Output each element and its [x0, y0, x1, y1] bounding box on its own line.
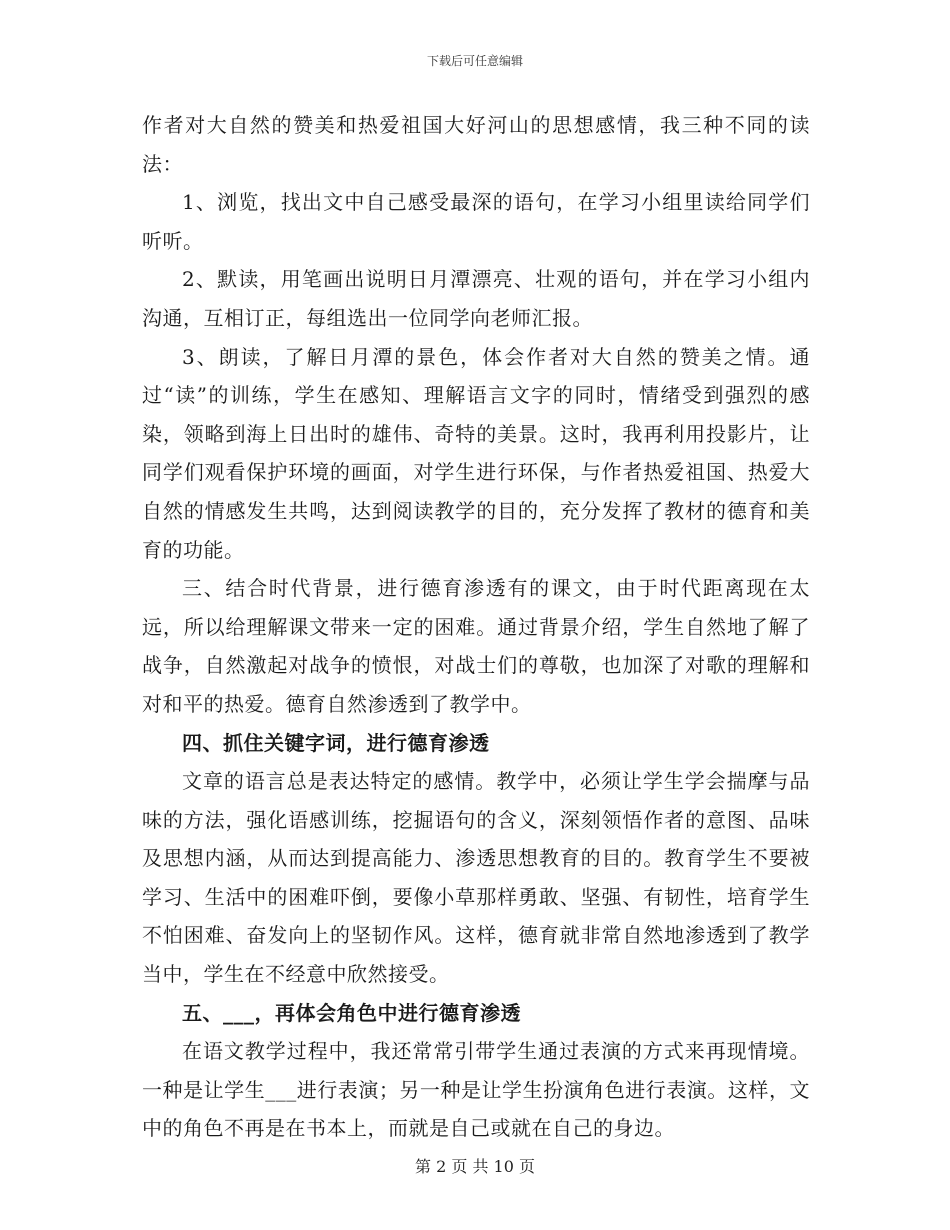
- paragraph-section-3: 三、结合时代背景，进行德育渗透有的课文，由于时代距离现在太远，所以给理解课文带来一定的困难。通过背景介绍，学生自然地了解了战争，自然激起对战争的愤恨，对战士们的尊敬，也加深了对歌的理解和对和平的热爱。德育自然渗透到了教学中。: [142, 576, 810, 716]
- paragraph-item-2: 2、默读，用笔画出说明日月潭漂亮、壮观的语句，并在学习小组内沟通，互相订正，每组选出一位同学向老师汇报。: [142, 267, 810, 330]
- paragraph-section-4-body: 文章的语言总是表达特定的感情。教学中，必须让学生学会揣摩与品味的方法，强化语感训练，挖掘语句的含义，深刻领悟作者的意图、品味及思想内涵，从而达到提高能力、渗透思想教育的目的。教育学生不要被学习、生活中的困难吓倒，要像小草那样勇敢、坚强、有韧性，培育学生不怕困难、奋发向上的坚韧作风。这样，德育就非常自然地渗透到了教学当中，学生在不经意中欣然接受。: [142, 769, 810, 987]
- document-body: [142, 106, 810, 1148]
- section-heading-5: 五、___，再体会角色中进行德育渗透: [182, 1000, 521, 1025]
- paragraph-item-3: 3、朗读，了解日月潭的景色，体会作者对大自然的赞美之情。通过“读”的训练，学生在感知、理解语言文字的同时，情绪受到强烈的感染，领略到海上日出时的雄伟、奇特的美景。这时，我再利用投影片，让同学们观看保护环境的画面，对学生进行环保，与作者热爱祖国、热爱大自然的情感发生共鸣，达到阅读教学的目的，充分发挥了教材的德育和美育的功能。: [142, 344, 810, 562]
- section-heading-4: 四、抓住关键字词，进行德育渗透: [182, 730, 490, 755]
- paragraph-section-5-body: 在语文教学过程中，我还常常引带学生通过表演的方式来再现情境。一种是让学生___进行表演；另一种是让学生扮演角色进行表演。这样，文中的角色不再是在书本上，而就是自己或就在自己的身边。: [142, 1039, 810, 1141]
- page-header: 下载后可任意编辑: [426, 54, 523, 68]
- paragraph-item-1: 1、浏览，找出文中自己感受最深的语句，在学习小组里读给同学们听听。: [142, 190, 810, 253]
- page-footer: 第 2 页 共 10 页: [415, 1157, 535, 1176]
- paragraph-continuation: 作者对大自然的赞美和热爱祖国大好河山的思想感情，我三种不同的读法：: [142, 113, 810, 176]
